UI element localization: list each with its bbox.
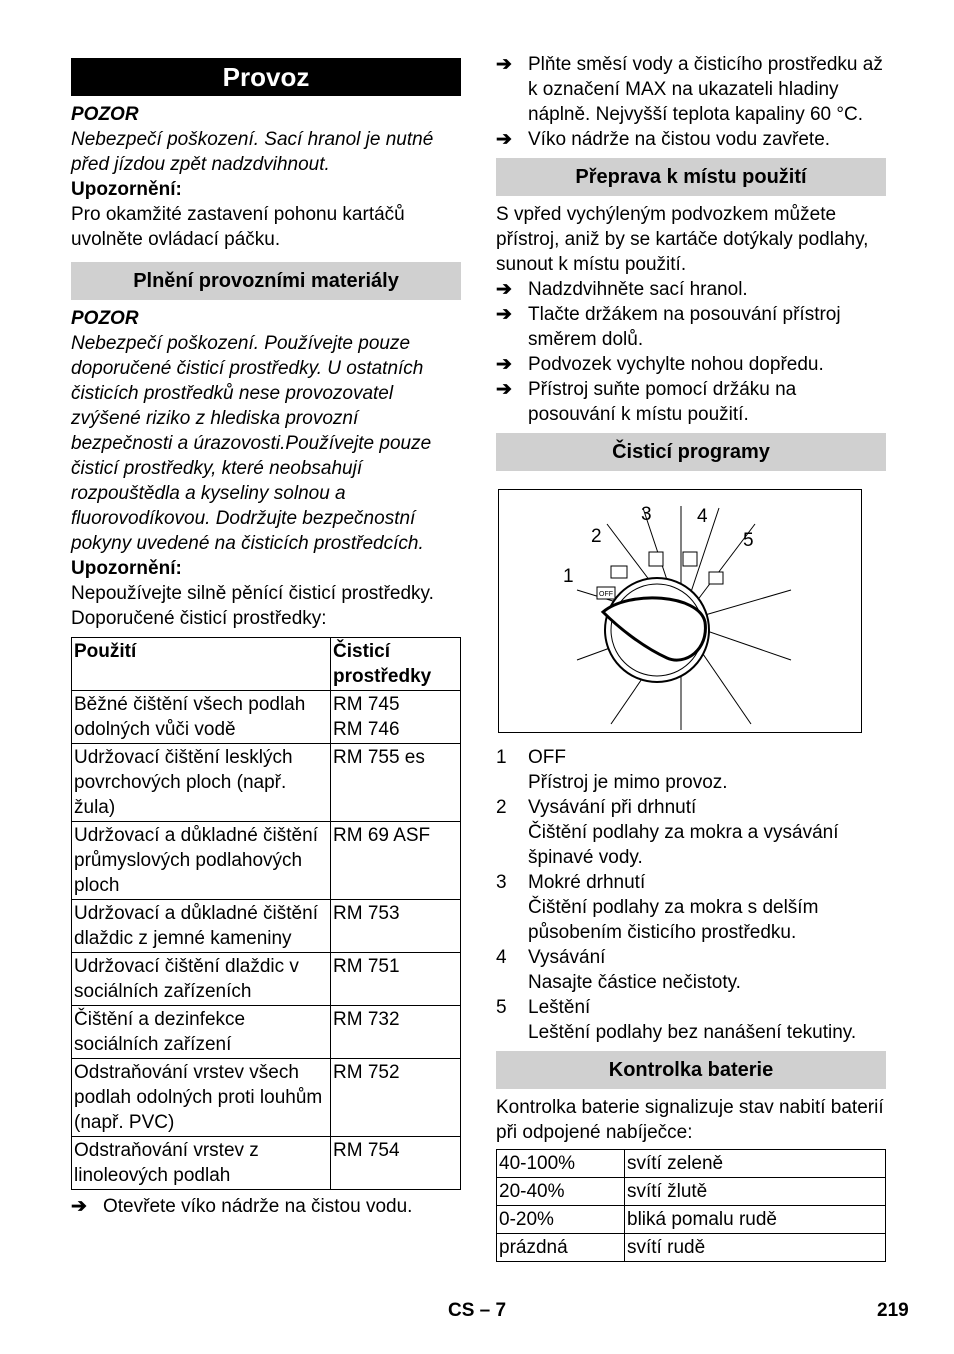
program-number: 1: [496, 747, 507, 768]
off-icon-label: OFF: [599, 591, 613, 598]
arrow-icon: ➔: [496, 354, 512, 375]
table-row: [497, 1234, 886, 1262]
usage-cell: Odstraňování vrstev z linoleových podlah: [72, 1137, 331, 1190]
program-dial-illustration: [499, 490, 863, 732]
charge-level-cell: 20-40%: [497, 1178, 625, 1206]
program-body: [528, 995, 856, 1045]
left-column: [71, 58, 461, 1219]
indicator-state-cell: bliká pomalu rudě: [625, 1206, 886, 1234]
indicator-state-cell: svítí zeleně: [625, 1150, 886, 1178]
polish-icon: [709, 572, 723, 584]
table-row: [72, 1137, 461, 1190]
battery-text: Kontrolka baterie signalizuje stav nabití baterií při odpojené nabíječce:: [496, 1097, 884, 1143]
usage-cell: Odstraňování vrstev všech podlah odolných proti louhům (např. PVC): [72, 1059, 331, 1137]
step-item: [71, 1194, 461, 1219]
program-number: 4: [496, 947, 507, 968]
program-desc: Přístroj je mimo provoz.: [528, 772, 728, 793]
charge-level-cell: prázdná: [497, 1234, 625, 1262]
arrow-icon: ➔: [496, 54, 512, 75]
usage-cell: Udržovací čištění lesklých povrchových ploch (např. žula): [72, 744, 331, 822]
caution-text: Nebezpečí poškození. Používejte pouze doporučené čisticí prostředky. U ostatních čisticích prostředků nese provozovatel zvýšené riziko z hlediska provozní bezpečnosti a úrazovosti.Používejte pouze čisticí prostředky, které neobsahují rozpouštědla a kyseliny solnou a fluorovodíkovou. Dodržujte bezpečnostní pokyny uvedené na čisticích prostředcích.: [71, 333, 432, 554]
table-row: [72, 1006, 461, 1059]
scrub-vacuum-icon: [611, 566, 627, 578]
step-text: Otevřete víko nádrže na čistou vodu.: [103, 1196, 413, 1217]
page-title: Provoz: [71, 58, 461, 96]
program-desc: Čištění podlahy za mokra a vysávání špinavé vody.: [528, 822, 839, 868]
detergent-cell: RM 732: [331, 1006, 461, 1059]
page-label: CS – 7: [448, 1300, 507, 1321]
step-item: [496, 377, 886, 427]
charge-level-cell: 40-100%: [497, 1150, 625, 1178]
program-item: [496, 995, 886, 1045]
indicator-state-cell: svítí rudě: [625, 1234, 886, 1262]
caution-text: Nebezpečí poškození. Sací hranol je nutné před jízdou zpět nadzdvihnout.: [71, 129, 434, 175]
program-body: [528, 870, 886, 945]
usage-cell: Udržovací a důkladné čištění dlaždic z jemné kameniny: [72, 900, 331, 953]
dial-number-4: 4: [697, 506, 708, 527]
dial-number-3: 3: [641, 504, 652, 525]
step-text: Podvozek vychylte nohou dopředu.: [528, 354, 824, 375]
arrow-icon: ➔: [496, 304, 512, 325]
program-name: OFF: [528, 747, 566, 768]
program-desc: Leštění podlahy bez nanášení tekutiny.: [528, 1022, 857, 1043]
step-item: [496, 302, 886, 352]
note-text: Nepoužívejte silně pěnící čisticí prostředky.: [71, 583, 434, 604]
usage-cell: Udržovací čištění dlaždic v sociálních zařízeních: [72, 953, 331, 1006]
program-name: Mokré drhnutí: [528, 872, 646, 893]
caution-label: POZOR: [71, 308, 139, 329]
table-header-row: [72, 638, 461, 691]
step-item: [496, 277, 886, 302]
vacuum-icon: [683, 552, 697, 566]
arrow-icon: ➔: [496, 379, 512, 400]
program-number: 3: [496, 872, 507, 893]
note-label: Upozornění:: [71, 558, 182, 579]
usage-cell: Čištění a dezinfekce sociálních zařízení: [72, 1006, 331, 1059]
arrow-icon: ➔: [496, 129, 512, 150]
detergent-cell: RM 751: [331, 953, 461, 1006]
step-text: Přístroj suňte pomocí držáku na posouvání k místu použití.: [528, 379, 797, 425]
detergent-cell: RM 745 RM 746: [331, 691, 461, 744]
detergent-cell: RM 752: [331, 1059, 461, 1137]
program-item: [496, 870, 886, 945]
program-body: [528, 795, 886, 870]
program-item: [496, 745, 886, 795]
step-text: Nadzdvihněte sací hranol.: [528, 279, 748, 300]
table-row: [72, 900, 461, 953]
dial-number-5: 5: [743, 530, 754, 551]
right-column: [496, 52, 886, 1262]
page-number: 219: [877, 1300, 909, 1321]
detergent-cell: RM 754: [331, 1137, 461, 1190]
program-number: 5: [496, 997, 507, 1018]
step-text: Tlačte držákem na posouvání přístroj směrem dolů.: [528, 304, 841, 350]
program-name: Leštění: [528, 997, 591, 1018]
note-text: Doporučené čisticí prostředky:: [71, 608, 327, 629]
usage-cell: Běžné čištění všech podlah odolných vůči vodě: [72, 691, 331, 744]
indicator-state-cell: svítí žlutě: [625, 1178, 886, 1206]
arrow-icon: ➔: [71, 1196, 87, 1217]
caution-label: POZOR: [71, 104, 139, 125]
section-title-battery: Kontrolka baterie: [496, 1051, 886, 1089]
program-name: Vysávání při drhnutí: [528, 797, 697, 818]
program-body: [528, 945, 741, 995]
section-title-transport: Přeprava k místu použití: [496, 158, 886, 196]
program-number: 2: [496, 797, 507, 818]
table-row: [72, 953, 461, 1006]
table-row: [497, 1178, 886, 1206]
program-item: [496, 795, 886, 870]
detergent-cell: RM 755 es: [331, 744, 461, 822]
note-text: Pro okamžité zastavení pohonu kartáčů uvolněte ovládací páčku.: [71, 204, 405, 250]
program-desc: Čištění podlahy za mokra s delším působením čisticího prostředku.: [528, 897, 819, 943]
table-header: Čisticí prostředky: [331, 638, 461, 691]
program-dial-figure: [498, 489, 862, 733]
step-item: [496, 352, 886, 377]
note-label: Upozornění:: [71, 179, 182, 200]
detergent-cell: RM 753: [331, 900, 461, 953]
dial-number-2: 2: [591, 526, 602, 547]
table-header: Použití: [72, 638, 331, 691]
transport-text: S vpřed vychýleným podvozkem můžete přístroj, aniž by se kartáče dotýkaly podlahy, sunout k místu použití.: [496, 204, 869, 275]
table-row: [72, 822, 461, 900]
program-body: [528, 745, 728, 795]
charge-level-cell: 0-20%: [497, 1206, 625, 1234]
step-text: Víko nádrže na čistou vodu zavřete.: [528, 129, 831, 150]
section-title-filling: Plnění provozními materiály: [71, 262, 461, 300]
scrub-icon: [649, 552, 663, 566]
detergent-table: [71, 637, 461, 1190]
table-row: [72, 1059, 461, 1137]
table-row: [497, 1150, 886, 1178]
section-title-programs: Čisticí programy: [496, 433, 886, 471]
table-row: [72, 744, 461, 822]
dial-number-1: 1: [563, 566, 574, 587]
table-row: [72, 691, 461, 744]
program-desc: Nasajte částice nečistoty.: [528, 972, 741, 993]
detergent-cell: RM 69 ASF: [331, 822, 461, 900]
table-row: [497, 1206, 886, 1234]
step-item: [496, 52, 886, 127]
usage-cell: Udržovací a důkladné čištění průmyslových podlahových ploch: [72, 822, 331, 900]
program-name: Vysávání: [528, 947, 606, 968]
program-item: [496, 945, 886, 995]
step-text: Plňte směsí vody a čisticího prostředku až k označení MAX na ukazateli hladiny náplně. Nejvyšší teplota kapaliny 60 °C.: [528, 54, 883, 125]
battery-table: [496, 1149, 886, 1262]
step-item: [496, 127, 886, 152]
arrow-icon: ➔: [496, 279, 512, 300]
